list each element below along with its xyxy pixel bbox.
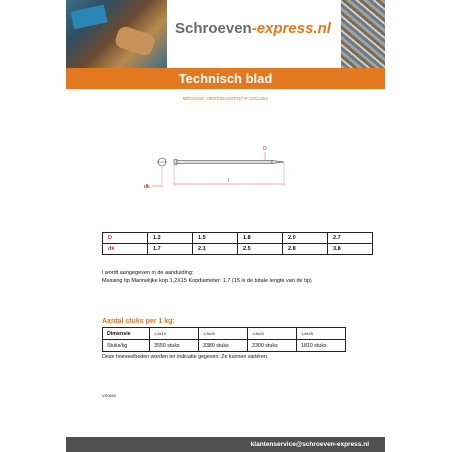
- designation-note: [102, 269, 312, 285]
- weights-table: [102, 327, 346, 352]
- header-photo-workbench: [66, 0, 167, 68]
- table-header-row: [103, 328, 346, 340]
- table-cell: 3.8: [328, 244, 373, 255]
- dimensions-table: [102, 232, 373, 255]
- page-footer: [66, 437, 385, 452]
- table-cell: 2.0: [283, 233, 328, 244]
- brand-logo[interactable]: Schroeven-express.nl: [175, 20, 331, 37]
- weights-footnote: Deze hoeveelheden worden ter indicatie gegeven. Ze kunnen variëren.: [102, 354, 269, 360]
- table-header-cell: 1,8x20: [248, 328, 297, 340]
- table-cell: 2.1: [193, 244, 238, 255]
- product-subtitle: MESSING HERENHOOFDTIP DIN1152: [182, 96, 269, 101]
- logo-area: [167, 0, 341, 68]
- row-label-dk: dk: [103, 244, 148, 255]
- note-line-1: l wordt aangegeven in de aanduiding:: [102, 270, 194, 276]
- page-title: Technisch blad: [66, 68, 385, 89]
- table-cell: 1.5: [193, 233, 238, 244]
- document-page: [66, 0, 385, 452]
- table-cell: 2.8: [283, 244, 328, 255]
- label-d: D: [263, 146, 267, 152]
- table-header-cell: 1,5x10: [150, 328, 199, 340]
- table-cell: 2.5: [238, 244, 283, 255]
- contact-email-link[interactable]: klantenservice@schroeven-express.nl: [250, 441, 369, 448]
- table-cell: 3550 stuks: [150, 340, 199, 352]
- table-cell: Stuks/kg: [103, 340, 150, 352]
- table-header-cell: Dimensie: [103, 328, 150, 340]
- header-photo-screws: [341, 0, 385, 68]
- nail-head: [174, 160, 177, 165]
- nail-technical-drawing: [66, 140, 385, 200]
- row-label-d: D: [103, 233, 148, 244]
- table-header-cell: 1,5x20: [199, 328, 248, 340]
- label-l: l: [228, 178, 230, 184]
- label-dk: dk: [144, 184, 150, 190]
- table-cell: 2.7: [328, 233, 373, 244]
- table-row: [103, 233, 373, 244]
- table-row: [103, 244, 373, 255]
- table-cell: 1.8: [238, 233, 283, 244]
- table-row: [103, 340, 346, 352]
- note-line-2: Messing tip Mannelijke kop 1,2X15 Kopdiameter: 1,7 (15 is de totale lengte van de tip): [102, 278, 312, 284]
- table-cell: 1.7: [148, 244, 193, 255]
- table-cell: 1.2: [148, 233, 193, 244]
- table-header-cell: 1,8x25: [297, 328, 346, 340]
- table-cell: 1810 stuks: [297, 340, 346, 352]
- page-header: [66, 0, 385, 68]
- table-cell: 2300 stuks: [248, 340, 297, 352]
- document-id: VS0600: [102, 393, 117, 398]
- weights-section-title: Aantal stuks per 1 kg:: [102, 318, 175, 325]
- table-cell: 3380 stuks: [199, 340, 248, 352]
